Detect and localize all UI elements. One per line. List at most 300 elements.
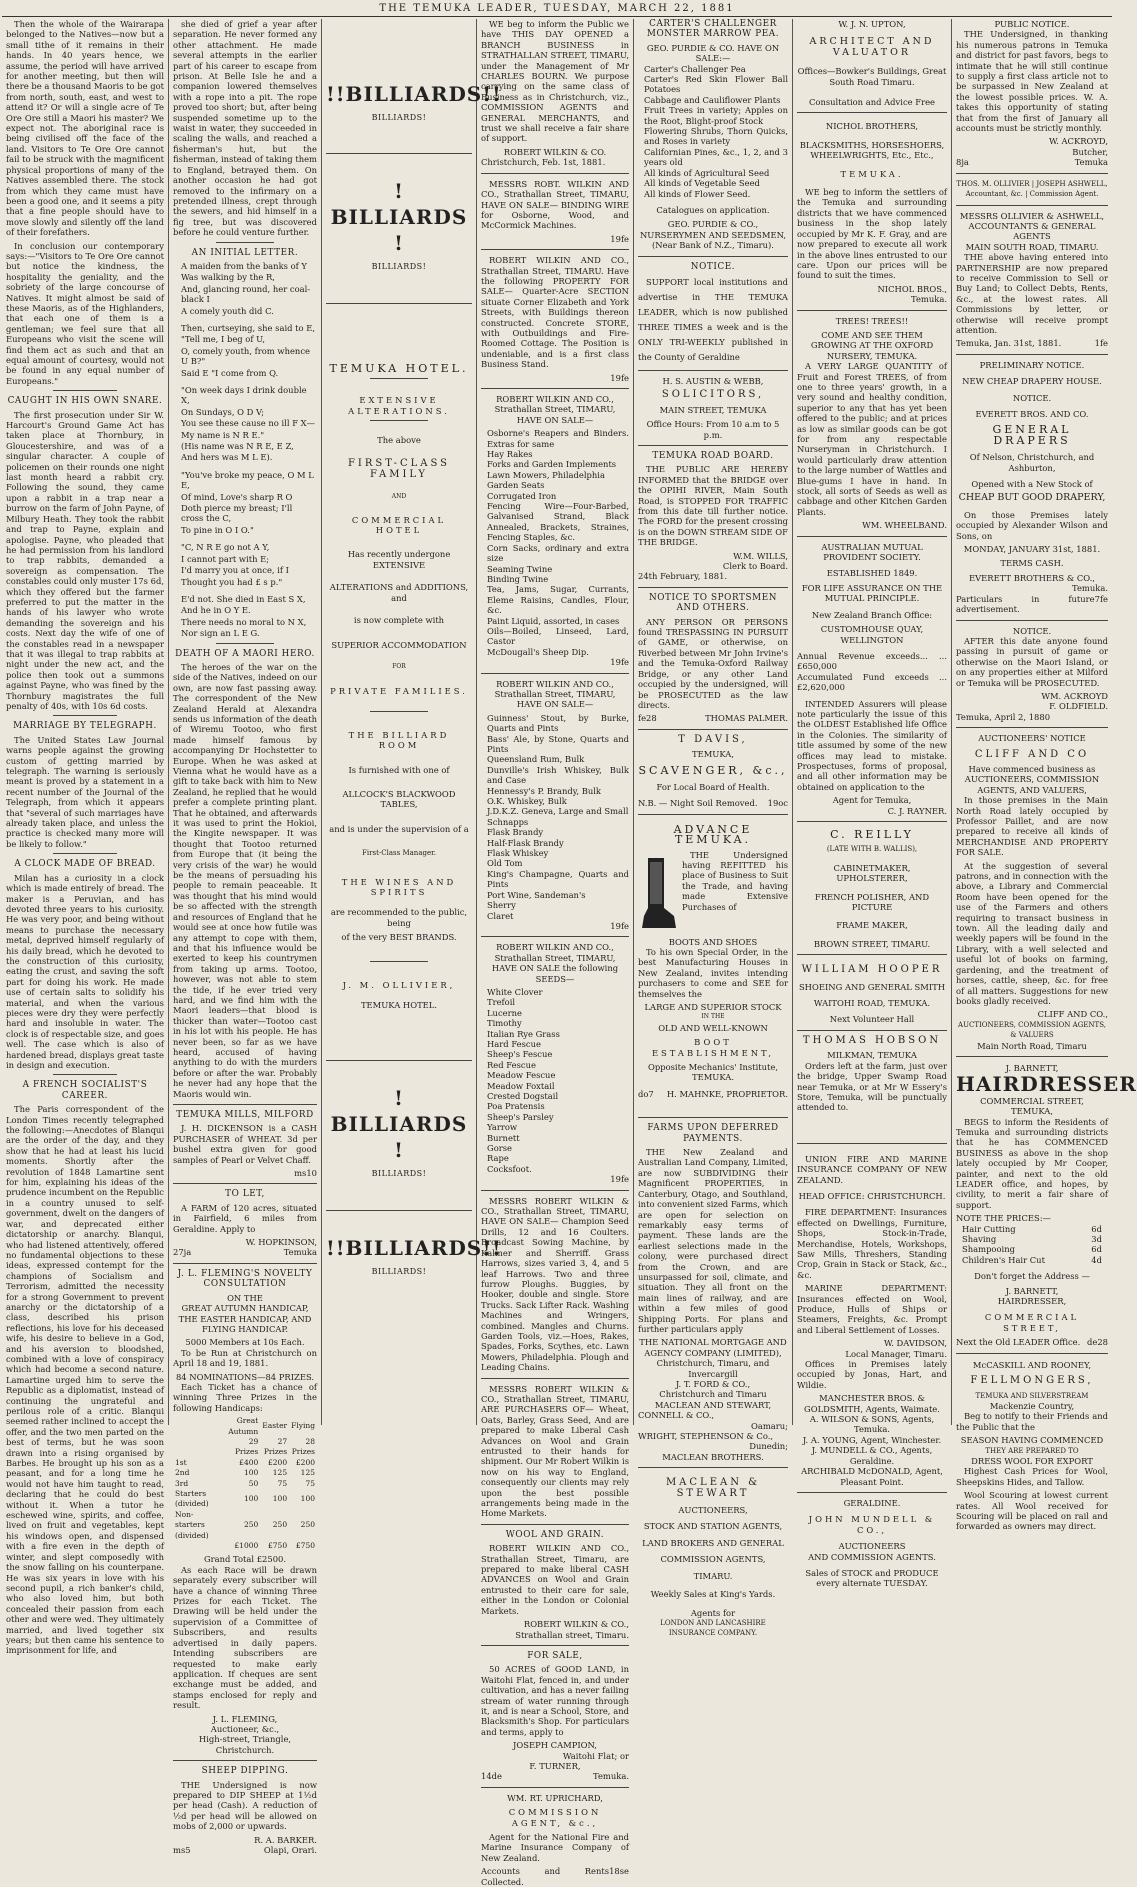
- ad-line: BROWN STREET, TIMARU.: [813, 938, 931, 949]
- ad-line: NOTICE.: [1012, 392, 1052, 403]
- ad-text: Orders left at the farm, just over the bridge, Upper Swamp Road near Temuka, or at Mr W Essery's Store, Temuka, will be punctually attended to.: [797, 1060, 947, 1113]
- ad-text: THE Undersigned having REFITTED his place of Business to Suit the Trade, and having made Extensive Purchases of: [682, 849, 788, 912]
- ad-text: AFTER this date anyone found passing in pursuit of game or otherwise on the Maori Island, or on any properties either at Milford or Temuka will be PROSECUTED.: [956, 635, 1108, 688]
- ad-line: STOCK AND STATION AGENTS,: [643, 1521, 783, 1532]
- ad-title: COMMERCIAL STREET,: [984, 1312, 1080, 1333]
- ad-ref: 7fe: [1094, 593, 1108, 604]
- divider: [797, 310, 947, 311]
- list-item: Schnapps: [487, 816, 529, 827]
- list-item: Children's Hair Cut 4d: [962, 1254, 1102, 1265]
- ad-heading: UNION FIRE AND MARINE INSURANCE COMPANY OF NEW ZEALAND.: [797, 1153, 947, 1185]
- ad-line: TEMUKA.: [692, 1072, 734, 1083]
- ad-line: Agents for: [690, 1607, 736, 1618]
- divider: [638, 587, 788, 588]
- ad-line: AUCTIONEERS, COMMISSION AGENTS, & VALUERS: [958, 1020, 1106, 1040]
- list-item: Italian Rye Grass: [487, 1028, 560, 1039]
- ad-line: Particulars in future advertisement.: [956, 593, 1095, 615]
- poem-line: Said E "I come from Q.: [181, 367, 279, 378]
- divider: [481, 1645, 629, 1646]
- ad-name: J. L. FLEMING,: [212, 1713, 278, 1724]
- ad-title: SCAVENGER, &c.,: [638, 763, 788, 777]
- ad-heading: TREES! TREES!!: [835, 315, 909, 326]
- divider: [53, 1074, 116, 1075]
- ad-line: Don't forget the Address —: [974, 1271, 1090, 1282]
- list-item: Carter's Challenger Pea: [644, 63, 746, 74]
- column-7: [952, 19, 1137, 1532]
- ad-heading: PUBLIC NOTICE.: [994, 19, 1070, 29]
- list-item: Corn Sacks, ordinary and extra size: [487, 542, 629, 564]
- divider: [216, 242, 274, 243]
- list-item: Fruit Trees in variety; Apples on the Root, Blight-proof Stock: [644, 105, 788, 126]
- table-row: Starters (divided) 100 100 100: [175, 1489, 315, 1509]
- ad-line: LAND BROKERS AND GENERAL: [642, 1537, 784, 1548]
- poem-line: I cannot part with E;: [181, 553, 270, 564]
- list-item: Claret: [487, 910, 514, 921]
- ad-line: MAIN STREET, TEMUKA: [659, 404, 767, 415]
- ad-heading: ROBERT WILKIN AND CO., Strathallan Street, TIMARU, HAVE ON SALE the following SEEDS—: [491, 942, 619, 984]
- hotel-line: ALLCOCK'S BLACKWOOD TABLES,: [342, 788, 456, 810]
- divider: [797, 821, 947, 822]
- ad-line: THOS. M. OLLIVIER | JOSEPH ASHWELL, Accountant, &c. | Commission Agent.: [956, 179, 1108, 199]
- ad-name: ROBERT WILKIN & CO.: [503, 146, 607, 157]
- ad-line: Annual Revenue exceeds... ... £650,000: [797, 650, 947, 672]
- item-list: [481, 987, 629, 1174]
- poem-line: My name is N R E.": [181, 429, 265, 440]
- ad-line: Agent for Temuka,: [832, 795, 912, 806]
- ad-text: MESSRS ROBT. WILKIN AND CO., Strathallan Street, TIMARU, HAVE ON SALE— BINDING WIRE for Osborne, Wood, and McCormick Machines.: [481, 178, 629, 231]
- ad-heading: ROBERT WILKIN AND CO., Strathallan Street, TIMARU, HAVE ON SALE—: [494, 394, 616, 425]
- divider: [481, 173, 629, 174]
- ad-heading: PRELIMINARY NOTICE.: [979, 359, 1085, 370]
- ad-title: ADVANCE TEMUKA.: [673, 822, 753, 847]
- poem-line: And, glancing round, her coal-black I: [181, 283, 311, 305]
- ad-line: Have commenced business as AUCTIONEERS, COMMISSION AGENTS, AND VALUERS,: [964, 763, 1100, 795]
- billiards-banner: !!BILLIARDS!!: [326, 1235, 502, 1260]
- ad-ref: 19oc: [767, 798, 788, 809]
- list-item: King's Champagne, Quarts and Pints: [487, 868, 629, 890]
- table-row: £1000 £750 £750: [234, 1541, 315, 1551]
- hotel-line: of the very BEST BRANDS.: [341, 932, 457, 943]
- ad-footer: [173, 1247, 317, 1257]
- ad-place: Temuka.: [1072, 583, 1108, 594]
- list-item: Cocksfoot.: [487, 1163, 532, 1174]
- ad-name: W. J. N. UPTON,: [838, 19, 906, 29]
- list-item: All kinds of Flower Seed.: [644, 188, 751, 199]
- ad-heading: NOTICE.: [690, 261, 736, 272]
- ad-line: Dunedin;: [749, 1441, 788, 1452]
- ad-title: MACLEAN & STEWART: [665, 1477, 761, 1499]
- hotel-line: J. M. OLLIVIER,: [342, 979, 456, 990]
- ad-text: ANY PERSON OR PERSONS found TRESPASSING IN PURSUIT of GAME, or otherwise, on Riverbed between Mr John Irvine's and the Temuka-Oxford Railway Bridge, or any other Land occupied by the undersigned, will be PROSECUTED as the law directs.: [638, 616, 788, 710]
- ad-line: CUSTOMHOUSE QUAY, WELLINGTON: [820, 624, 924, 645]
- divider: [956, 1353, 1108, 1354]
- ad-text: MESSRS ROBERT WILKIN & CO., Strathallan Street, TIMARU, ARE PURCHASERS OF— Wheat, Oats, Barley, Grass Seed, And are prepared to make Liberal Cash Advances on Wool and Grain entrusted to their hands for shipment. Our Mr Robert Wilkin is now on his way to England, consequently our clients may rely upon the best possible arrangements being made in the Home Markets.: [481, 1383, 629, 1519]
- poem-line: "You've broke my peace, O M L E,: [181, 469, 314, 491]
- ad-line: ARCHIBALD McDONALD, Agent, Pleasant Point.: [801, 1466, 943, 1487]
- ad-title: WILLIAM HOOPER: [801, 964, 943, 976]
- ad-line: Catalogues on application.: [656, 204, 770, 215]
- hotel-title: TEMUKA HOTEL.: [329, 361, 469, 375]
- ad-name: WRIGHT, STEPHENSON & Co.,: [638, 1431, 774, 1442]
- ad-line: Accumulated Fund exceeds ... £2,620,000: [797, 671, 947, 693]
- list-item: Garden Seats: [487, 480, 545, 491]
- ad-line: Mackenzie Country,: [989, 1400, 1075, 1411]
- ad-date: Temuka, Jan. 31st, 1881.: [956, 338, 1062, 349]
- ad-date: Christchurch, Feb. 1st, 1881.: [481, 157, 606, 168]
- ad-name: J. T. FORD & CO.,: [675, 1379, 751, 1389]
- divider: [370, 711, 428, 712]
- ad-text: SUPPORT local institutions and advertise in THE TEMUKA LEADER, which is now published THREE TIMES a week and is the ONLY TRI-WEEKLY published in the County of Geraldine: [638, 276, 788, 362]
- list-item: Port Wine, Sandeman's: [487, 889, 586, 900]
- article-paragraph: The United States Law Journal warns people against the growing custom of getting married by telegraph. The warning is seriously meant is proved by a statement in a recent number of the Journal of the Telegraph, from which it appears that "several of such marriages have already taken place, and unless the practice is checked many more will be likely to follow.": [6, 734, 164, 849]
- list-item: Lawn Mowers, Philadelphia: [487, 469, 605, 480]
- list-item: Seaming Twine: [487, 563, 553, 574]
- article-heading: AN INITIAL LETTER.: [191, 247, 299, 258]
- ad-line: TEMUKA,: [1011, 1106, 1053, 1117]
- ad-line: TERMS CASH.: [1000, 558, 1064, 569]
- divider: [173, 1183, 317, 1184]
- list-item: Shaving 3d: [962, 1234, 1102, 1245]
- table-row: Non-starters (divided) 250 250 250: [175, 1509, 315, 1540]
- ad-line: NOTE THE PRICES:—: [956, 1213, 1051, 1224]
- ad-line: WAITOHI ROAD, TEMUKA.: [813, 998, 931, 1009]
- divider: [173, 1760, 317, 1761]
- ad-text: Wool Scouring at lowest current rates. All Wool received for Scouring will be placed on rail and forwarded as owners may direct.: [956, 1490, 1108, 1532]
- hotel-line: FIRST-CLASS FAMILY: [347, 458, 451, 480]
- list-item: Dunville's Irish Whiskey, Bulk and Case: [487, 764, 629, 786]
- poem-line: [181, 317, 317, 322]
- poem-line: [181, 379, 317, 384]
- masthead: THE TEMUKA LEADER, TUESDAY, MARCH 22, 1881: [2, 2, 1112, 17]
- hotel-line: TEMUKA HOTEL.: [360, 1000, 438, 1010]
- ad-line: SHOEING AND GENERAL SMITH: [798, 981, 946, 992]
- column-2: [169, 19, 322, 1855]
- ad-line: Office Hours: From 10 a.m to 5 p.m.: [646, 419, 780, 440]
- ad-text: A VERY LARGE QUANTITY of Fruit and Forest TREES, of from one to three years' growth, in a very sound and healthy condition, superior to any that has yet been offered to the public; and at prices as low as similar goods can be got for from any respectable Nurseryman in Christchurch. I would particularly draw attention to the large number of Wattles and Blue-gums I have in hand. In stock, all sorts of Seeds as well as cabbage and other Kitchen Garden Plants.: [797, 361, 947, 517]
- list-item: Binding Twine: [487, 573, 549, 584]
- ad-heading: TEMUKA MILLS, MILFORD: [176, 1110, 314, 1120]
- poem-line: [181, 464, 317, 469]
- ad-footer: [481, 1866, 629, 1887]
- ad-ref: ms5: [173, 1845, 191, 1855]
- ad-heading: SHEEP DIPPING.: [201, 1766, 289, 1777]
- ad-line: Next the Old LEADER Office.: [956, 1337, 1081, 1348]
- ad-text: THE PUBLIC ARE HEREBY INFORMED that the BRIDGE over the OPIHI RIVER, Main South Road, is STOPPED FOR TRAFFIC from this date till further notice. The FORD for the present crossing is on the DOWN STREAM SIDE OF THE BRIDGE.: [638, 464, 788, 548]
- ad-text: At the suggestion of several patrons, and in connection with the above, a Library and Commercial Room have been opened for the use of the Farmers and others requiring to transact business in town. All the leading daily and weekly papers will be found in the Library, with a well selected and useful lot of books on farming, gardening, and the treatment of horses, cattle, sheep, &c. for free of all matters. Suggestions for new books gladly received.: [956, 860, 1108, 1006]
- ad-title: TEMUKA.: [840, 168, 904, 179]
- ad-footer: [638, 1089, 788, 1099]
- poem-line: (His name was N R E, E Z,: [181, 441, 294, 452]
- divider: [638, 1467, 788, 1468]
- ad-heading: AUCTIONEERS' NOTICE: [978, 733, 1086, 744]
- table-row: 2nd 100 125 125: [175, 1468, 315, 1478]
- ad-line: For Local Board of Health.: [656, 781, 770, 792]
- divider: [326, 1060, 472, 1061]
- hotel-line: is now complete with: [353, 615, 445, 626]
- columns: [2, 19, 1137, 1887]
- ad-footer: [173, 1845, 317, 1855]
- ad-text: THE New Zealand and Australian Land Company, Limited, are now SUBDIVIDING their Magnificent PROPERTIES, in Canterbury, Otago, and Southland, into convenient sized Farms, which are open for selection on remarkably easy terms of payment. These lands are the earliest selections made in the colony, were purchased direct from the Crown, and are unsurpassed for soil, climate, and situation. They all front on the main lines of railway, and are within a few miles of good Shipping Ports. For plans and further particulars apply: [638, 1147, 788, 1334]
- ad-text: To his own Special Order, in the best Manufacturing Houses in New Zealand, invites intending purchasers to come and SEE for themselves the: [638, 946, 788, 999]
- ad-line: Weekly Sales at King's Yards.: [650, 1589, 776, 1600]
- list-item: Hair Cutting 6d: [962, 1223, 1102, 1234]
- ad-text: Highest Cash Prices for Wool, Sheepskins Hides, and Tallow.: [956, 1466, 1108, 1487]
- hotel-line: PRIVATE FAMILIES.: [330, 686, 468, 697]
- ad-line: FRAME MAKER,: [836, 920, 908, 931]
- ad-line: J. MUNDELL & CO., Agents, Geraldine.: [811, 1445, 933, 1466]
- ad-line: To be Run at Christchurch on April 18 and 19, 1881.: [173, 1347, 317, 1369]
- list-item: Forks and Garden Implements: [487, 459, 617, 470]
- ad-text: Agent for the National Fire and Marine Insurance Company of New Zealand.: [481, 1832, 629, 1863]
- ad-line: Next Volunteer Hall: [829, 1014, 915, 1025]
- list-item: O.K. Whiskey, Bulk: [487, 796, 567, 807]
- ad-footer: [956, 338, 1108, 348]
- ad-title: COMMISSION AGENT, &c.,: [508, 1807, 602, 1828]
- poem-line: You see these cause no ill F X—: [181, 418, 316, 429]
- ad-line: Offices—Bowker's Buildings, Great South Road Timaru.: [797, 66, 947, 87]
- poem-line: Was walking by the R,: [181, 272, 275, 283]
- prize-table: [173, 1416, 317, 1551]
- list-item: Old Tom: [487, 858, 523, 869]
- poem-line: E'd not. She died in East S X,: [181, 593, 306, 604]
- column-5: [634, 19, 793, 1638]
- list-item: Queensland Rum, Bulk: [487, 754, 585, 765]
- poem-line: On Sundays, O D V;: [181, 406, 265, 417]
- article-paragraph: The Paris correspondent of the London Times recently telegraphed the following:—Anecdotes of Blanqui are the order of the day, and they show that he had at least his lucid moments. Shortly after the revolution of 1848 Lamartine sent for him, explaining his ideas of the prudence incumbent on the Republic in a country unused to self-government, dwelt on the dangers of war, and deprecated either dictatorship or anarchy. Blanqui, who had listened attentively, offered no fundamental objections to these ideas, expressed contempt for the champions of Socialism and Terrorism, admitted the necessity for a strong Government to prevent anarchy or the dictatorship of a class, described his prison reflections, his love for his deceased wife, his desire to believe in a God, and his aversion to bloodshed, combined with a love of conspiracy which had become a second nature. Lamartine urged him to serve the Republic as a diplomatist, instead of continuing the ungrateful and perilous role of a critic. Blanqui seemed rather inclined to accept the offer, and the two men parted on the best of terms, but he was soon drawn into a rising organised by Barbes. He brought up his son as a peasant, and for a long time he would not have him taught to read, declaring that he could do best without it. When a tutor he eschewed wine, spirits, and coffee, lived on fruit and vegetables, kept his windows open, and dispensed with a fire even in the depth of winter, and slept composedly with the snow falling on his counterpane. He was six years in love with his second pupil, a rich banker's child, who also loved him, but both concealed their passion from each other and were wed. They ultimately married, and lived together six years; but then came his sentence to imprisonment for life, and: [6, 1104, 164, 1656]
- ad-ref: 14de: [481, 1771, 502, 1782]
- list-item: Yarrow: [487, 1122, 518, 1133]
- list-item: Flask Brandy: [487, 827, 544, 838]
- ad-name: NICHOL BROTHERS,: [825, 121, 919, 132]
- list-item: Hard Fescue: [487, 1038, 541, 1049]
- ad-text: N.B. — Night Soil Removed.: [638, 798, 758, 809]
- article-heading: DEATH OF A MAORI HERO.: [175, 648, 315, 659]
- ad-line: Opened with a New Stock of: [971, 479, 1093, 490]
- ad-ref: ms10: [294, 1168, 317, 1179]
- ad-name: ROBERT WILKIN & CO.,: [523, 1619, 629, 1630]
- ad-footer: [956, 157, 1108, 167]
- divider: [481, 1524, 629, 1525]
- ad-heading: FOR SALE,: [527, 1650, 583, 1661]
- list-item: Poa Pratensis: [487, 1101, 545, 1112]
- ad-name: T DAVIS,: [678, 733, 748, 745]
- ad-name: MESSRS OLLIVIER & ASHWELL,: [959, 210, 1105, 221]
- ad-line: BOOTS AND SHOES: [668, 936, 758, 947]
- ad-place: Temuka: [283, 1247, 317, 1258]
- ad-text: WE beg to inform the settlers of the Temuka and surrounding districts that we have commenced business in the shop lately occupied by Mr K. F. Gray, and are now prepared to execute all work in the above lines entrusted to our care. Upon our prices will be found to suit the times.: [797, 187, 947, 281]
- hotel-line: Has recently undergone EXTENSIVE: [347, 549, 451, 570]
- ad-line: Christchurch, Timaru, and Invercargill: [656, 1358, 770, 1379]
- hotel-line: Is furnished with one of: [348, 764, 450, 775]
- poem-line: [181, 536, 317, 541]
- article-heading: A FRENCH SOCIALIST'S CAREER.: [22, 1080, 148, 1101]
- ad-footer: [638, 798, 788, 808]
- price-list: [956, 1224, 1108, 1266]
- ad-line: (Near Bank of N.Z., Timaru).: [652, 240, 774, 251]
- list-item: Sherry: [487, 900, 516, 911]
- ad-line: Butcher,: [1072, 146, 1108, 157]
- ad-line: Of Nelson, Christchurch, and Ashburton,: [969, 452, 1095, 473]
- ad-line: ACCOUNTANTS & GENERAL AGENTS: [968, 220, 1096, 242]
- list-item: Gorse: [487, 1143, 512, 1154]
- poem-line: Doth pierce my breast; I'll cross the C,: [181, 503, 293, 524]
- billiards-sub: BILLIARDS!: [371, 1266, 427, 1276]
- hotel-line: THE BILLIARD ROOM: [348, 729, 450, 751]
- ad-line: MILKMAN, TEMUKA: [827, 1050, 917, 1061]
- ad-name: F. TURNER,: [529, 1760, 581, 1771]
- ad-heading: NOTICE.: [1012, 625, 1052, 636]
- ad-name: Strathallan street, Timaru.: [515, 1629, 629, 1640]
- divider: [797, 1143, 947, 1144]
- list-item: Sheep's Parsley: [487, 1111, 554, 1122]
- ad-name: H. S. AUSTIN & WEBB,: [662, 375, 764, 386]
- divider: [638, 814, 788, 815]
- ad-line: Christchurch and Timaru: [659, 1389, 767, 1400]
- ad-line: HEAD OFFICE: CHRISTCHURCH.: [798, 1190, 946, 1201]
- ad-ref: 19fe: [610, 372, 629, 383]
- list-item: Half-Flask Brandy: [487, 837, 564, 848]
- ad-line: AUCTIONEERS: [838, 1541, 906, 1552]
- poem-line: Nor sign an L E G.: [181, 628, 260, 639]
- billiards-sub: BILLIARDS!: [371, 113, 427, 122]
- hotel-line: SUPERIOR ACCOMMODATION: [331, 639, 467, 650]
- ad-title: GENERAL DRAPERS: [992, 423, 1072, 447]
- column-1: [2, 19, 169, 1656]
- divider: [326, 303, 472, 304]
- ad-title: CLIFF AND CO: [974, 748, 1090, 760]
- divider: [481, 936, 629, 937]
- poem-line: Then, curtseying, she said to E,: [181, 322, 315, 333]
- list-item: Paint Liquid, assorted, in cases: [487, 615, 620, 626]
- ad-title: C. REILLY: [830, 828, 914, 841]
- item-list: [638, 64, 788, 199]
- ad-ref: de28: [1087, 1337, 1108, 1348]
- item-list: [481, 428, 629, 657]
- hotel-line: THE WINES AND SPIRITS: [341, 876, 457, 897]
- billiards-banner: ! BILLIARDS !: [330, 179, 468, 256]
- divider: [797, 954, 947, 955]
- billiards-banner: !!BILLIARDS!!: [326, 82, 502, 106]
- ad-line: New Zealand Branch Office:: [811, 609, 933, 620]
- ad-line: Sales of STOCK and PRODUCE every alternate TUESDAY.: [805, 1567, 939, 1589]
- ad-line: Each Ticket has a chance of winning Three Prizes in the following Handicaps:: [173, 1381, 317, 1413]
- ad-line: TIMARU.: [693, 1570, 733, 1581]
- billiards-banner: ! BILLIARDS !: [330, 1086, 468, 1163]
- ad-text: A FARM of 120 acres, situated in Fairfield, 6 miles from Geraldine. Apply to: [173, 1202, 317, 1234]
- divider: [173, 1263, 317, 1264]
- article-heading: CAUGHT IN HIS OWN SNARE.: [7, 396, 163, 407]
- ad-name: CLIFF AND CO.,: [1037, 1009, 1108, 1020]
- ad-heading: TO LET,: [225, 1189, 265, 1200]
- poem-line: And he in O Y E.: [181, 605, 251, 616]
- poem-line: "On week days I drink double X,: [181, 385, 307, 406]
- ad-text: BEGS to inform the Residents of Temuka and surrounding districts that he has COMMENCED BUSINESS as above in the shop lately occupied by Mr Cooper, painter, and next to the old LEADER office, and hopes, by civility, to merit a fair share of support.: [956, 1116, 1108, 1210]
- poem-line: A comely youth did C.: [181, 305, 274, 316]
- ad-name: WM. RT. UPRICHARD,: [507, 1792, 603, 1803]
- list-item: Meadow Foxtail: [487, 1080, 555, 1091]
- ad-name: McCASKILL AND ROONEY,: [972, 1359, 1092, 1370]
- ad-name: W.M. WILLS,: [733, 550, 788, 561]
- list-item: Rape: [487, 1153, 509, 1164]
- ad-line: HAIRDRESSER,: [997, 1296, 1067, 1307]
- list-item: Timothy: [487, 1018, 522, 1029]
- ad-line: ESTABLISHED 1849.: [826, 568, 918, 579]
- list-item: Carter's Red Skin Flower Ball Potatoes: [644, 74, 788, 95]
- divider: [956, 727, 1108, 728]
- ad-title: GEO. PURDIE & CO. HAVE ON SALE:—: [646, 42, 780, 64]
- list-item: Hay Rakes: [487, 449, 533, 460]
- ad-line: SEASON HAVING COMMENCED: [960, 1435, 1104, 1446]
- ad-name: R. A. BARKER.: [254, 1834, 317, 1845]
- ad-line: LONDON AND LANCASHIRE INSURANCE COMPANY.: [660, 1618, 766, 1638]
- ad-name: CONNELL & CO.,: [638, 1410, 715, 1421]
- ad-text: Beg to notify to their Friends and the Public that the: [956, 1411, 1108, 1432]
- ad-line: TEMUKA,: [692, 749, 734, 760]
- boot-ad: [638, 850, 788, 937]
- table-row: Prizes Prizes Prizes: [234, 1447, 315, 1457]
- divider: [797, 112, 947, 113]
- hotel-line: COMMERCIAL HOTEL: [351, 514, 447, 536]
- article-heading: MARRIAGE BY TELEGRAPH.: [13, 721, 157, 732]
- ad-heading: CARTER'S CHALLENGER MONSTER MARROW PEA.: [646, 19, 780, 40]
- poem-line: A maiden from the banks of Y: [181, 260, 307, 271]
- ad-name: Clerk to Board.: [722, 561, 788, 572]
- divider: [370, 420, 428, 421]
- divider: [481, 673, 629, 674]
- hotel-line: EXTENSIVE ALTERATIONS.: [348, 395, 450, 416]
- list-item: Burnett: [487, 1132, 520, 1143]
- ad-text: J. H. DICKENSON is a CASH PURCHASER of WHEAT. 3d per bushel extra given for good samples of Pearl or Velvet Chaff.: [173, 1123, 317, 1165]
- list-item: Shampooing 6d: [962, 1244, 1102, 1255]
- divider: [638, 256, 788, 257]
- divider: [481, 1378, 629, 1379]
- ad-ref: 18se: [609, 1866, 629, 1877]
- boot-icon: [638, 856, 678, 931]
- ad-sub: ON THE: [227, 1292, 263, 1303]
- poem-line: O, comely youth, from whence U B?": [181, 345, 310, 367]
- poem-line: Of mind, Love's sharp R O: [181, 491, 293, 502]
- hotel-line: AND: [391, 493, 407, 501]
- poem-line: I'd marry you at once, if I: [181, 565, 289, 576]
- list-item: Hennessy's P. Brandy, Bulk: [487, 785, 602, 796]
- ad-place: Temuka.: [911, 294, 947, 305]
- ad-footer: [481, 1771, 629, 1781]
- ad-name: MACLEAN AND STEWART,: [654, 1399, 772, 1410]
- list-item: All kinds of Vegetable Seed: [644, 178, 760, 189]
- ad-line: BLACKSMITHS, HORSESHOERS, WHEELWRIGHTS, Etc., Etc.,: [799, 139, 945, 161]
- ad-name: Auctioneer, &c.,: [210, 1723, 280, 1734]
- ad-line: Grand Total £2500.: [203, 1554, 287, 1565]
- ad-line: THEY ARE PREPARED TO: [985, 1446, 1079, 1455]
- ad-line: CABINETMAKER, UPHOLSTERER,: [833, 862, 911, 884]
- ad-name: NICHOL BROS.,: [877, 283, 947, 294]
- article-heading: A CLOCK MADE OF BREAD.: [14, 859, 156, 870]
- ad-line: MANCHESTER BROS. & GOLDSMITH, Agents, Waimate.: [804, 1393, 940, 1414]
- divider: [481, 1787, 629, 1788]
- ad-name: J. BARNETT,: [1005, 1285, 1059, 1296]
- ad-name: MACLEAN BROTHERS.: [662, 1451, 764, 1462]
- list-item: White Clover: [487, 986, 543, 997]
- ad-name: GEO. PURDIE & CO.,: [667, 219, 759, 230]
- ad-place: Temuka: [1074, 157, 1108, 168]
- ad-date: 24th February, 1881.: [638, 571, 728, 582]
- divider: [638, 1117, 788, 1118]
- ad-place: Olapi, Orari.: [263, 1845, 317, 1855]
- ad-title: SOLICITORS,: [661, 389, 765, 401]
- poem-line: Thought you had £ s p.": [181, 576, 283, 587]
- ad-heading: NOTICE TO SPORTSMEN AND OTHERS.: [648, 592, 778, 614]
- ad-title: HAIRDRESSER: [956, 1072, 1137, 1097]
